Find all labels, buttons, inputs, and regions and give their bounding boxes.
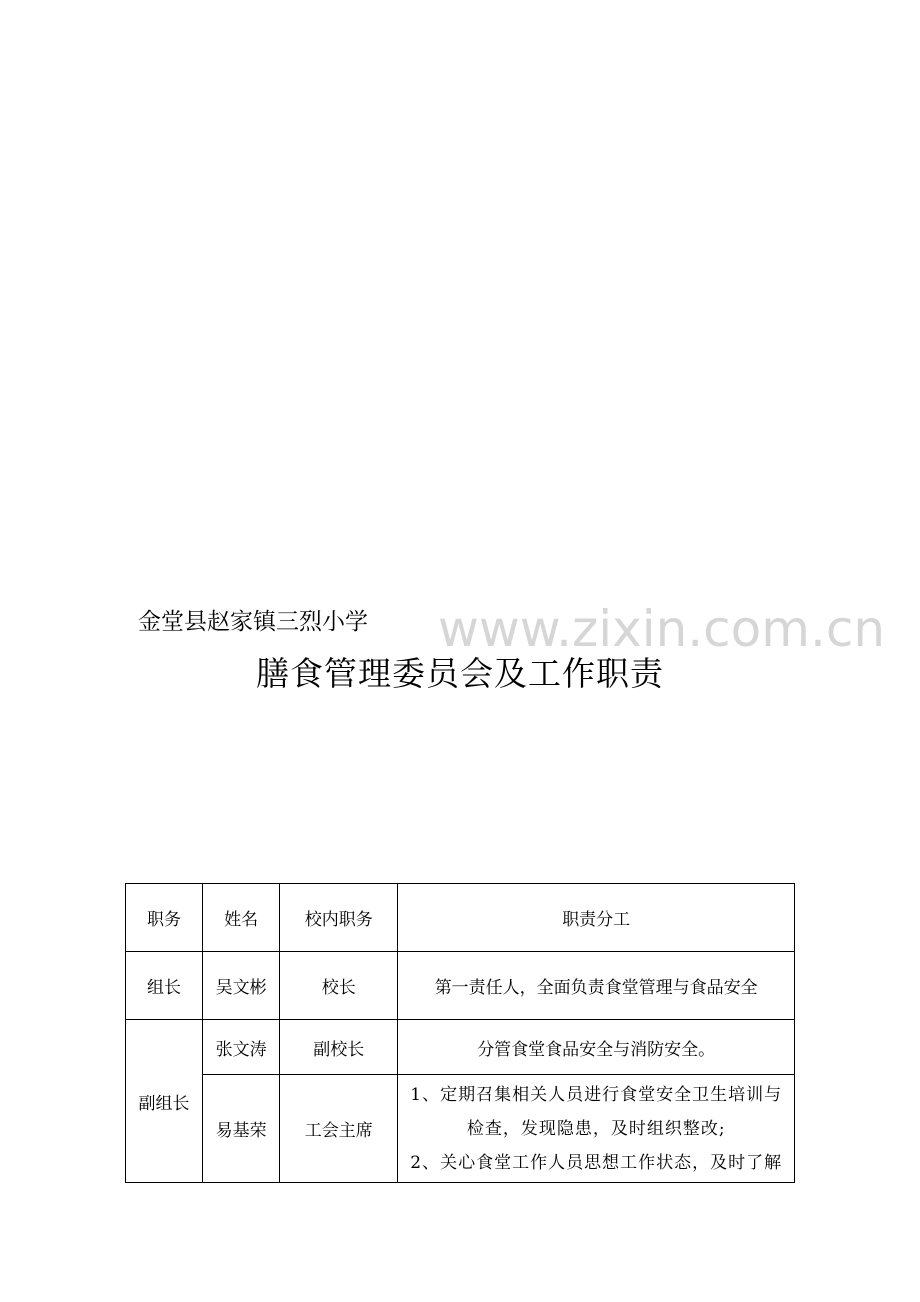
duty-cell: 分管食堂食品安全与消防安全。 [398, 1020, 795, 1075]
name-cell: 易基荣 [203, 1075, 280, 1183]
position-cell: 校长 [280, 952, 398, 1020]
page-title: 膳食管理委员会及工作职责 [256, 654, 664, 693]
duty-table [125, 883, 795, 1183]
duty-line: 检查，发现隐患，及时组织整改; [466, 1118, 726, 1139]
duty-line: 1、定期召集相关人员进行食堂安全卫生培训与 [410, 1084, 783, 1105]
position-cell: 工会主席 [280, 1075, 398, 1183]
role-cell: 副组长 [126, 1020, 203, 1183]
table-row [126, 1075, 795, 1183]
duty-cell [398, 1075, 795, 1183]
duty-cell: 第一责任人，全面负责食堂管理与食品安全 [398, 952, 795, 1020]
header-cell: 校内职务 [280, 884, 398, 952]
position-cell: 副校长 [280, 1020, 398, 1075]
name-cell: 吴文彬 [203, 952, 280, 1020]
table-header-row [126, 884, 795, 952]
header-cell: 姓名 [203, 884, 280, 952]
table-row [126, 1020, 795, 1075]
header-cell: 职责分工 [398, 884, 795, 952]
header-cell: 职务 [126, 884, 203, 952]
duty-line: 2、关心食堂工作人员思想工作状态，及时了解 [410, 1152, 783, 1173]
table-row [126, 952, 795, 1020]
watermark: www.zixin.com.cn [438, 600, 886, 658]
school-name: 金堂县赵家镇三烈小学 [138, 609, 368, 635]
role-cell: 组长 [126, 952, 203, 1020]
name-cell: 张文涛 [203, 1020, 280, 1075]
